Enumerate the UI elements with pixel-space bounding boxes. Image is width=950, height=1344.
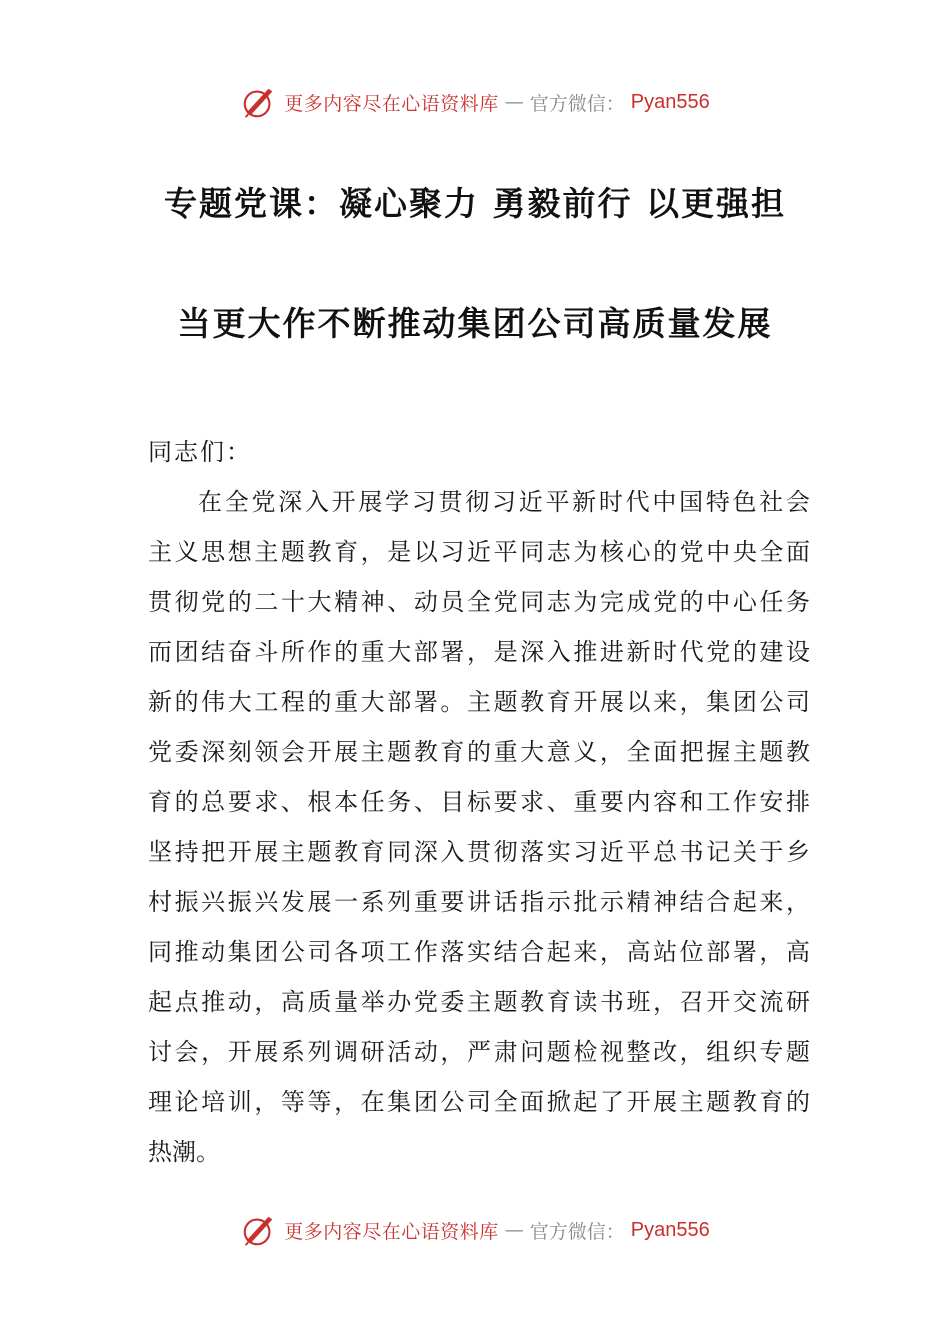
- watermark-dash: —: [504, 1219, 524, 1241]
- watermark-wechat-label: 官方微信：: [529, 92, 625, 115]
- watermark-banner-bottom: [0, 1210, 950, 1250]
- quill-pen-icon: [240, 83, 278, 121]
- watermark-dash: —: [504, 91, 524, 113]
- paragraph-line: 在全党深入开展学习贯彻习近平新时代中国特色社会: [198, 488, 810, 516]
- paragraph-line: 热潮。: [148, 1138, 220, 1166]
- paragraph-line: 村振兴振兴发展一系列重要讲话指示批示精神结合起来，: [148, 888, 810, 916]
- watermark-text: 更多内容尽在心语资料库: [284, 1220, 499, 1243]
- watermark-wechat-handle: Pyan556: [630, 1218, 710, 1241]
- paragraph-line: 理论培训，等等，在集团公司全面掀起了开展主题教育的: [148, 1088, 810, 1116]
- watermark-text: 更多内容尽在心语资料库: [284, 92, 499, 115]
- paragraph-line: 育的总要求、根本任务、目标要求、重要内容和工作安排: [148, 788, 810, 816]
- paragraph-line: 党委深刻领会开展主题教育的重大意义，全面把握主题教: [148, 738, 810, 766]
- watermark-wechat-label: 官方微信：: [529, 1220, 625, 1243]
- quill-pen-icon: [240, 1211, 278, 1249]
- paragraph-line: 而团结奋斗所作的重大部署，是深入推进新时代党的建设: [148, 638, 810, 666]
- greeting: 同志们：: [148, 438, 252, 466]
- document-title-line-2: 当更大作不断推动集团公司高质量发展: [177, 304, 773, 343]
- paragraph-line: 贯彻党的二十大精神、动员全党同志为完成党的中心任务: [148, 588, 810, 616]
- paragraph-line: 坚持把开展主题教育同深入贯彻落实习近平总书记关于乡: [148, 838, 810, 866]
- paragraph-line: 新的伟大工程的重大部署。主题教育开展以来，集团公司: [148, 688, 810, 716]
- paragraph-line: 讨会，开展系列调研活动，严肃问题检视整改，组织专题: [148, 1038, 810, 1066]
- paragraph-line: 同推动集团公司各项工作落实结合起来，高站位部署，高: [148, 938, 810, 966]
- watermark-wechat-handle: Pyan556: [630, 90, 710, 113]
- paragraph-line: 起点推动，高质量举办党委主题教育读书班，召开交流研: [148, 988, 810, 1016]
- document-title-line-1: 专题党课：凝心聚力 勇毅前行 以更强担: [164, 184, 786, 223]
- paragraph-line: 主义思想主题教育，是以习近平同志为核心的党中央全面: [148, 538, 810, 566]
- watermark-banner-top: [0, 82, 950, 122]
